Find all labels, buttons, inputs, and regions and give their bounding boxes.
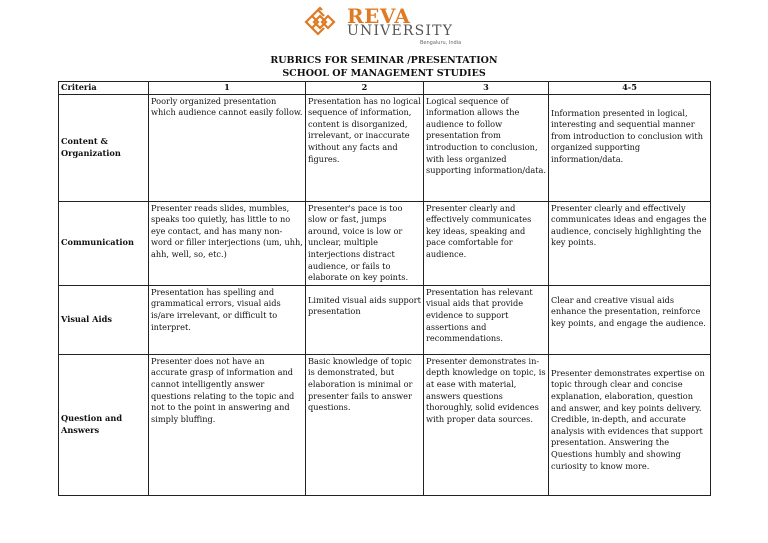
criteria-cell: Question and Answers (59, 354, 149, 495)
document-title: RUBRICS FOR SEMINAR /PRESENTATION (270, 55, 498, 66)
reva-lattice-logo-icon (302, 6, 338, 38)
rubric-cell: Presenter reads slides, mumbles, speaks too quietly, has little to no eye contact, and has many non-word or filler interjections (um, uhh, ahh, well, so, etc.) (149, 201, 306, 285)
criteria-cell: Communication (59, 201, 149, 285)
rubric-cell: Presenter does not have an accurate grasp of information and cannot intelligently answer questions relating to the topic and not to the point in answering and simply bluffing. (149, 354, 306, 495)
rubric-cell: Presentation has no logical sequence of information, content is disorganized, irrelevant, or inaccurate without any facts and figures. (306, 94, 424, 201)
rubric-table (58, 81, 711, 496)
logo-location: Bengaluru, India (420, 40, 462, 46)
logo-subtitle: UNIVERSITY (347, 23, 454, 39)
rubric-cell: Presenter demonstrates in-depth knowledge on topic, is at ease with material, answers questions thoroughly, solid evidences with proper data sources. (424, 354, 549, 495)
criteria-cell: Content & Organization (59, 94, 149, 201)
rubric-cell: Presentation has spelling and grammatical errors, visual aids is/are irrelevant, or difficult to interpret. (149, 285, 306, 354)
column-header-score-1: 1 (149, 82, 306, 95)
column-header-score-3: 3 (424, 82, 549, 95)
rubric-cell: Presentation has relevant visual aids that provide evidence to support assertions and recommendations. (424, 285, 549, 354)
table-row (59, 201, 711, 285)
rubric-cell: Limited visual aids support presentation (306, 285, 424, 354)
table-row (59, 354, 711, 495)
column-header-score-4-5: 4-5 (549, 82, 711, 95)
document-subtitle: SCHOOL OF MANAGEMENT STUDIES (282, 68, 486, 79)
header-row (59, 82, 711, 95)
logo-wordmark: REVA (347, 4, 411, 28)
column-header-criteria: Criteria (59, 82, 149, 95)
criteria-cell: Visual Aids (59, 285, 149, 354)
rubric-cell: Presenter clearly and effectively communicates key ideas, speaking and pace comfortable for audience. (424, 201, 549, 285)
rubric-cell: Information presented in logical, interesting and sequential manner from introduction to conclusion with organized supporting information/data. (549, 94, 711, 201)
column-header-score-2: 2 (306, 82, 424, 95)
rubric-cell: Presenter clearly and effectively communicates ideas and engages the audience, concisely highlighting the key points. (549, 201, 711, 285)
rubric-cell: Presenter's pace is too slow or fast, jumps around, voice is low or unclear, multiple interjections distract audience, or fails to elaborate on key points. (306, 201, 424, 285)
rubric-cell: Logical sequence of information allows the audience to follow presentation from introduction to conclusion, with less organized supporting information/data. (424, 94, 549, 201)
university-logo (302, 4, 472, 44)
rubric-cell: Presenter demonstrates expertise on topic through clear and concise explanation, elaboration, question and answer, and key points delivery. Credible, in-depth, and accurate analysis with evidences that support presentation. Answering the Questions humbly and showing curiosity to know more. (549, 354, 711, 495)
rubric-cell: Poorly organized presentation which audience cannot easily follow. (149, 94, 306, 201)
rubric-cell: Basic knowledge of topic is demonstrated, but elaboration is minimal or presenter fails to answer questions. (306, 354, 424, 495)
rubric-cell: Clear and creative visual aids enhance the presentation, reinforce key points, and engage the audience. (549, 285, 711, 354)
table-row (59, 94, 711, 201)
table-row (59, 285, 711, 354)
